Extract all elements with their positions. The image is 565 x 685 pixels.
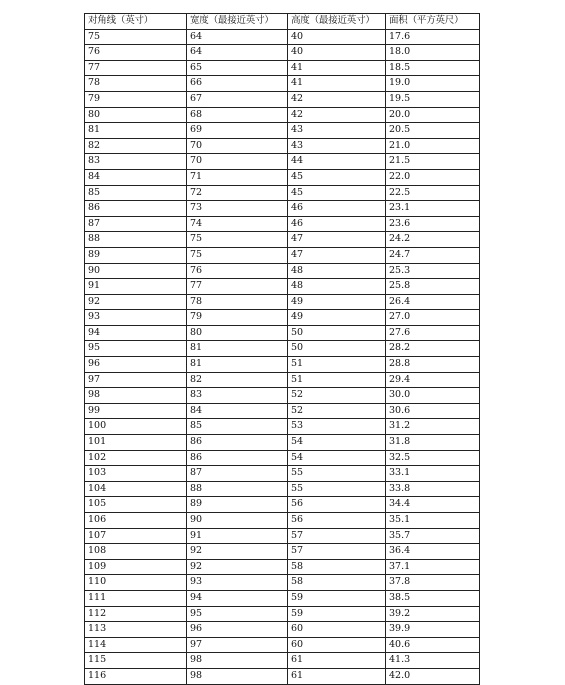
cell-height: 47 xyxy=(288,232,386,248)
cell-width: 82 xyxy=(187,372,288,388)
cell-diagonal: 84 xyxy=(85,169,187,185)
cell-height: 56 xyxy=(288,513,386,529)
table-row xyxy=(85,637,480,653)
cell-area: 18.5 xyxy=(386,60,480,76)
cell-height: 48 xyxy=(288,279,386,295)
cell-height: 41 xyxy=(288,60,386,76)
cell-height: 46 xyxy=(288,216,386,232)
cell-width: 69 xyxy=(187,123,288,139)
table-row xyxy=(85,622,480,638)
cell-area: 38.5 xyxy=(386,590,480,606)
cell-diagonal: 100 xyxy=(85,419,187,435)
cell-height: 58 xyxy=(288,575,386,591)
cell-diagonal: 82 xyxy=(85,138,187,154)
cell-height: 61 xyxy=(288,653,386,669)
cell-width: 77 xyxy=(187,279,288,295)
cell-area: 22.5 xyxy=(386,185,480,201)
cell-diagonal: 111 xyxy=(85,590,187,606)
cell-height: 41 xyxy=(288,76,386,92)
cell-width: 96 xyxy=(187,622,288,638)
table-row xyxy=(85,60,480,76)
table-row xyxy=(85,528,480,544)
cell-area: 28.2 xyxy=(386,341,480,357)
cell-diagonal: 91 xyxy=(85,279,187,295)
table-row xyxy=(85,201,480,217)
cell-diagonal: 115 xyxy=(85,653,187,669)
cell-diagonal: 105 xyxy=(85,497,187,513)
cell-height: 58 xyxy=(288,559,386,575)
cell-width: 74 xyxy=(187,216,288,232)
cell-diagonal: 89 xyxy=(85,247,187,263)
cell-diagonal: 116 xyxy=(85,668,187,684)
cell-width: 70 xyxy=(187,154,288,170)
cell-width: 65 xyxy=(187,60,288,76)
table-row xyxy=(85,45,480,61)
cell-area: 31.8 xyxy=(386,435,480,451)
cell-width: 80 xyxy=(187,325,288,341)
cell-width: 83 xyxy=(187,388,288,404)
cell-height: 48 xyxy=(288,263,386,279)
cell-height: 53 xyxy=(288,419,386,435)
cell-width: 64 xyxy=(187,29,288,45)
cell-diagonal: 97 xyxy=(85,372,187,388)
cell-width: 91 xyxy=(187,528,288,544)
table-row xyxy=(85,419,480,435)
cell-area: 30.0 xyxy=(386,388,480,404)
cell-diagonal: 77 xyxy=(85,60,187,76)
cell-area: 24.7 xyxy=(386,247,480,263)
table-row xyxy=(85,185,480,201)
cell-diagonal: 98 xyxy=(85,388,187,404)
cell-height: 60 xyxy=(288,637,386,653)
cell-diagonal: 110 xyxy=(85,575,187,591)
cell-height: 43 xyxy=(288,123,386,139)
cell-area: 35.1 xyxy=(386,513,480,529)
table-row xyxy=(85,154,480,170)
table-row xyxy=(85,138,480,154)
cell-area: 28.8 xyxy=(386,357,480,373)
cell-diagonal: 81 xyxy=(85,123,187,139)
cell-height: 51 xyxy=(288,372,386,388)
cell-diagonal: 108 xyxy=(85,544,187,560)
header-width: 宽度（最接近英寸） xyxy=(187,14,288,30)
cell-width: 87 xyxy=(187,466,288,482)
cell-width: 79 xyxy=(187,310,288,326)
cell-area: 31.2 xyxy=(386,419,480,435)
cell-area: 29.4 xyxy=(386,372,480,388)
cell-height: 50 xyxy=(288,325,386,341)
cell-height: 42 xyxy=(288,91,386,107)
cell-area: 24.2 xyxy=(386,232,480,248)
cell-area: 21.5 xyxy=(386,154,480,170)
cell-area: 26.4 xyxy=(386,294,480,310)
table-row xyxy=(85,481,480,497)
header-diagonal: 对角线（英寸） xyxy=(85,14,187,30)
table-row xyxy=(85,76,480,92)
cell-width: 95 xyxy=(187,606,288,622)
table-row xyxy=(85,247,480,263)
cell-width: 81 xyxy=(187,357,288,373)
cell-width: 86 xyxy=(187,450,288,466)
cell-diagonal: 95 xyxy=(85,341,187,357)
cell-area: 33.1 xyxy=(386,466,480,482)
cell-width: 81 xyxy=(187,341,288,357)
table-row xyxy=(85,169,480,185)
cell-area: 37.8 xyxy=(386,575,480,591)
cell-area: 25.8 xyxy=(386,279,480,295)
cell-width: 64 xyxy=(187,45,288,61)
cell-height: 49 xyxy=(288,310,386,326)
cell-diagonal: 94 xyxy=(85,325,187,341)
table-row xyxy=(85,325,480,341)
cell-height: 54 xyxy=(288,435,386,451)
table-row xyxy=(85,91,480,107)
cell-width: 92 xyxy=(187,544,288,560)
cell-diagonal: 93 xyxy=(85,310,187,326)
table-row xyxy=(85,575,480,591)
table-row xyxy=(85,435,480,451)
cell-area: 42.0 xyxy=(386,668,480,684)
cell-diagonal: 76 xyxy=(85,45,187,61)
cell-height: 43 xyxy=(288,138,386,154)
cell-diagonal: 92 xyxy=(85,294,187,310)
cell-area: 36.4 xyxy=(386,544,480,560)
screen-size-table xyxy=(84,13,480,685)
cell-area: 19.0 xyxy=(386,76,480,92)
cell-area: 39.2 xyxy=(386,606,480,622)
cell-width: 97 xyxy=(187,637,288,653)
table-row xyxy=(85,279,480,295)
table-row xyxy=(85,466,480,482)
cell-diagonal: 99 xyxy=(85,403,187,419)
cell-area: 20.5 xyxy=(386,123,480,139)
cell-height: 55 xyxy=(288,466,386,482)
cell-diagonal: 104 xyxy=(85,481,187,497)
cell-diagonal: 90 xyxy=(85,263,187,279)
table-row xyxy=(85,653,480,669)
table-row xyxy=(85,232,480,248)
cell-diagonal: 80 xyxy=(85,107,187,123)
cell-height: 55 xyxy=(288,481,386,497)
cell-diagonal: 106 xyxy=(85,513,187,529)
table-row xyxy=(85,123,480,139)
cell-diagonal: 113 xyxy=(85,622,187,638)
cell-area: 25.3 xyxy=(386,263,480,279)
cell-diagonal: 103 xyxy=(85,466,187,482)
cell-height: 45 xyxy=(288,185,386,201)
cell-width: 98 xyxy=(187,653,288,669)
cell-diagonal: 102 xyxy=(85,450,187,466)
cell-height: 50 xyxy=(288,341,386,357)
table-row xyxy=(85,216,480,232)
cell-diagonal: 101 xyxy=(85,435,187,451)
table-row xyxy=(85,606,480,622)
cell-area: 39.9 xyxy=(386,622,480,638)
cell-area: 19.5 xyxy=(386,91,480,107)
cell-height: 46 xyxy=(288,201,386,217)
cell-height: 51 xyxy=(288,357,386,373)
table-row xyxy=(85,294,480,310)
cell-width: 75 xyxy=(187,247,288,263)
cell-area: 21.0 xyxy=(386,138,480,154)
cell-width: 68 xyxy=(187,107,288,123)
cell-diagonal: 83 xyxy=(85,154,187,170)
cell-width: 85 xyxy=(187,419,288,435)
cell-width: 89 xyxy=(187,497,288,513)
cell-height: 56 xyxy=(288,497,386,513)
cell-area: 30.6 xyxy=(386,403,480,419)
cell-height: 52 xyxy=(288,403,386,419)
cell-height: 45 xyxy=(288,169,386,185)
table-row xyxy=(85,29,480,45)
cell-height: 59 xyxy=(288,606,386,622)
cell-diagonal: 96 xyxy=(85,357,187,373)
table-body xyxy=(85,29,480,684)
cell-width: 92 xyxy=(187,559,288,575)
cell-area: 23.6 xyxy=(386,216,480,232)
cell-area: 33.8 xyxy=(386,481,480,497)
cell-height: 60 xyxy=(288,622,386,638)
table-row xyxy=(85,559,480,575)
header-area: 面积（平方英尺） xyxy=(386,14,480,30)
cell-diagonal: 79 xyxy=(85,91,187,107)
cell-area: 22.0 xyxy=(386,169,480,185)
header-height: 高度（最接近英寸） xyxy=(288,14,386,30)
cell-diagonal: 87 xyxy=(85,216,187,232)
cell-height: 52 xyxy=(288,388,386,404)
cell-width: 86 xyxy=(187,435,288,451)
cell-height: 40 xyxy=(288,45,386,61)
table-row xyxy=(85,450,480,466)
cell-width: 88 xyxy=(187,481,288,497)
table-row xyxy=(85,513,480,529)
cell-width: 75 xyxy=(187,232,288,248)
table-row xyxy=(85,590,480,606)
document-page xyxy=(84,13,479,685)
cell-height: 61 xyxy=(288,668,386,684)
cell-area: 34.4 xyxy=(386,497,480,513)
table-row xyxy=(85,310,480,326)
cell-area: 18.0 xyxy=(386,45,480,61)
cell-area: 17.6 xyxy=(386,29,480,45)
cell-diagonal: 85 xyxy=(85,185,187,201)
table-row xyxy=(85,544,480,560)
cell-height: 57 xyxy=(288,544,386,560)
cell-area: 27.0 xyxy=(386,310,480,326)
cell-diagonal: 114 xyxy=(85,637,187,653)
cell-height: 57 xyxy=(288,528,386,544)
cell-height: 59 xyxy=(288,590,386,606)
cell-width: 90 xyxy=(187,513,288,529)
cell-height: 47 xyxy=(288,247,386,263)
cell-area: 41.3 xyxy=(386,653,480,669)
cell-height: 54 xyxy=(288,450,386,466)
cell-height: 42 xyxy=(288,107,386,123)
cell-height: 44 xyxy=(288,154,386,170)
cell-area: 23.1 xyxy=(386,201,480,217)
cell-width: 72 xyxy=(187,185,288,201)
cell-area: 35.7 xyxy=(386,528,480,544)
cell-height: 40 xyxy=(288,29,386,45)
cell-width: 94 xyxy=(187,590,288,606)
cell-width: 73 xyxy=(187,201,288,217)
table-row xyxy=(85,341,480,357)
cell-diagonal: 75 xyxy=(85,29,187,45)
cell-diagonal: 78 xyxy=(85,76,187,92)
cell-width: 70 xyxy=(187,138,288,154)
cell-width: 93 xyxy=(187,575,288,591)
cell-area: 40.6 xyxy=(386,637,480,653)
table-row xyxy=(85,497,480,513)
cell-width: 98 xyxy=(187,668,288,684)
table-row xyxy=(85,668,480,684)
table-row xyxy=(85,372,480,388)
cell-width: 84 xyxy=(187,403,288,419)
cell-diagonal: 109 xyxy=(85,559,187,575)
cell-height: 49 xyxy=(288,294,386,310)
table-row xyxy=(85,403,480,419)
cell-area: 20.0 xyxy=(386,107,480,123)
cell-diagonal: 112 xyxy=(85,606,187,622)
cell-area: 27.6 xyxy=(386,325,480,341)
cell-width: 78 xyxy=(187,294,288,310)
cell-diagonal: 107 xyxy=(85,528,187,544)
cell-area: 32.5 xyxy=(386,450,480,466)
cell-diagonal: 88 xyxy=(85,232,187,248)
cell-width: 71 xyxy=(187,169,288,185)
cell-diagonal: 86 xyxy=(85,201,187,217)
table-row xyxy=(85,357,480,373)
cell-area: 37.1 xyxy=(386,559,480,575)
table-row xyxy=(85,388,480,404)
table-row xyxy=(85,263,480,279)
cell-width: 66 xyxy=(187,76,288,92)
table-header-row xyxy=(85,14,480,30)
cell-width: 67 xyxy=(187,91,288,107)
cell-width: 76 xyxy=(187,263,288,279)
table-row xyxy=(85,107,480,123)
